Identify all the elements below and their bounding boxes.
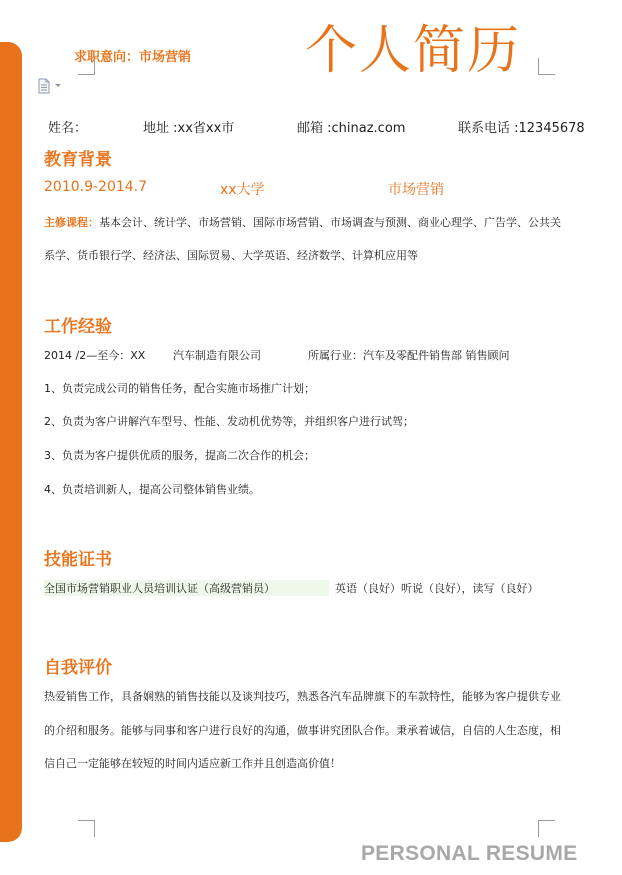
document-icon[interactable] [38,78,64,94]
crop-mark-bottom-right [538,820,555,837]
self-eval-heading: 自我评价 [44,658,112,678]
contact-phone: 联系电话 :12345678 [458,121,585,136]
skills-certificate: 全国市场营销职业人员培训认证（高级营销员） [44,580,329,596]
self-eval-line: 的介绍和服务。能够与同事和客户进行良好的沟通，做事讲究团队合作。秉承着诚信，自信的人生态度，相 [44,724,561,737]
work-duty: 1、负责完成公司的销售任务，配合实施市场推广计划； [44,382,315,395]
education-period: 2010.9-2014.7 [44,179,148,195]
courses-label: 主修课程： [44,216,99,229]
work-heading: 工作经验 [44,317,112,337]
skills-heading: 技能证书 [44,550,112,570]
courses-text: 基本会计、统计学、市场营销、国际市场营销、市场调查与预测、商业心理学、广告学、公共关 [99,216,561,229]
courses-line-1 [44,214,561,230]
crop-mark-bottom-left [78,820,95,837]
work-duty: 2、负责为客户讲解汽车型号、性能、发动机优势等，并组织客户进行试驾； [44,415,414,428]
work-duty: 3、负责为客户提供优质的服务，提高二次合作的机会； [44,449,315,462]
courses-line-2: 系学、货币银行学、经济法、国际贸易、大学英语、经济数学、计算机应用等 [44,249,418,262]
self-eval-line: 信自己一定能够在较短的时间内适应新工作并且创造高价值！ [44,757,341,770]
job-objective: 求职意向：市场营销 [74,50,192,65]
side-accent-bar [0,42,22,842]
contact-name: 姓名： [48,121,88,136]
crop-mark-top-right [538,58,555,75]
contact-email: 邮箱 :chinaz.com [297,121,406,136]
footer-title: PERSONAL RESUME [361,842,578,865]
contact-address: 地址 :xx省xx市 [143,121,235,136]
work-duty: 4、负责培训新人，提高公司整体销售业绩。 [44,483,260,496]
skills-language: 英语（良好）听说（良好），读写（良好） [335,582,539,595]
education-heading: 教育背景 [44,150,112,170]
work-period: 2014 /2—至今：XX [44,349,146,362]
work-industry: 所属行业：汽车及零配件销售部 销售顾问 [308,349,510,362]
education-major: 市场营销 [388,182,444,198]
education-school: xx大学 [220,182,265,198]
work-company: 汽车制造有限公司 [173,349,261,362]
page-title: 个人简历 [305,21,522,81]
self-eval-line: 热爱销售工作，具备娴熟的销售技能以及谈判技巧，熟悉各汽车品牌旗下的车款特性，能够为客户提供专业 [44,690,561,703]
